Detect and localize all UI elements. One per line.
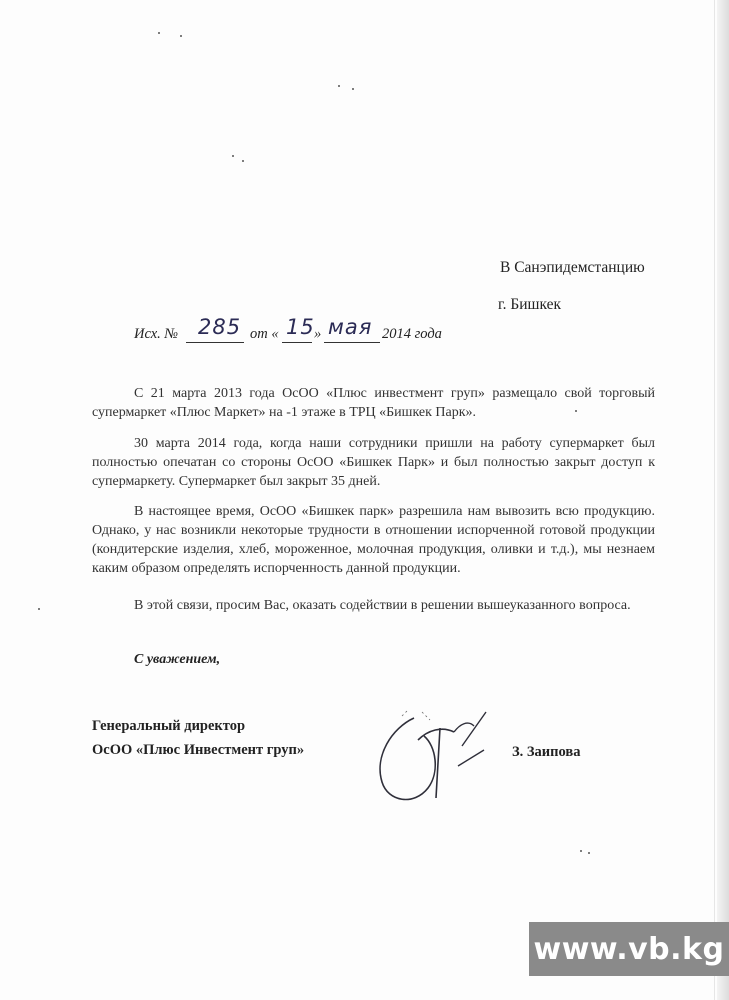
reference-from-label: от « <box>250 326 279 342</box>
addressee-city: г. Бишкек <box>498 296 562 313</box>
page-edge-line <box>714 0 715 1000</box>
paragraph-text: В настоящее время, ОсОО «Бишкек парк» разрешила нам вывозить всю продукцию. Однако, у нас возникли некоторые трудности в отношении испорченной готовой продукции (кондитерские изделия, хлеб, мороженное, молочная продукция, оливки и т.д.), мы незнаем каким образом определять испорченность данной продукции. <box>92 504 655 576</box>
reference-number-underline <box>186 342 244 343</box>
outgoing-reference-line <box>134 315 454 346</box>
reference-year: 2014 года <box>382 326 442 342</box>
scan-speck <box>352 88 354 90</box>
paragraph-text: В этой связи, просим Вас, оказать содействии в решении вышеуказанного вопроса. <box>134 598 631 613</box>
reference-month-underline <box>324 342 380 343</box>
paragraph-text: 30 марта 2014 года, когда наши сотрудники пришли на работу супермаркет был полностью опечатан со стороны ОсОО «Бишкек Парк» и был полностью закрыт доступ к супермаркету. Супермаркет был закрыт 35 дней. <box>92 436 655 489</box>
scan-speck <box>38 608 40 610</box>
body-paragraph-4 <box>92 596 655 615</box>
addressee: В Санэпидемстанцию <box>500 259 645 276</box>
reference-month-handwritten: мая <box>328 315 373 339</box>
scan-speck <box>158 32 160 34</box>
body-paragraph-2 <box>92 434 655 491</box>
signatory-position: Генеральный директор <box>92 718 246 734</box>
reference-day-close: » <box>314 326 322 342</box>
scan-speck <box>180 35 182 37</box>
watermark-badge <box>529 922 729 976</box>
handwritten-signature <box>362 706 502 816</box>
reference-prefix: Исх. № <box>134 326 179 342</box>
body-paragraph-1 <box>92 384 655 422</box>
scan-speck <box>338 85 340 87</box>
scan-speck <box>588 852 590 854</box>
scan-speck <box>580 850 582 852</box>
closing-regards: С уважением, <box>134 652 221 667</box>
scan-speck <box>242 160 244 162</box>
signatory-name: З. Заипова <box>512 744 581 760</box>
page-edge-shadow <box>717 0 729 1000</box>
signatory-title <box>92 714 304 762</box>
watermark-text: www.vb.kg <box>533 931 725 967</box>
reference-day-underline <box>282 342 312 343</box>
paragraph-text: С 21 марта 2013 года ОсОО «Плюс инвестмент груп» размещало свой торговый супермаркет «Плюс Маркет» на -1 этаже в ТРЦ «Бишкек Парк». <box>92 386 655 420</box>
scan-speck <box>232 155 234 157</box>
reference-day-handwritten: 15 <box>286 315 315 339</box>
signatory-company: ОсОО «Плюс Инвестмент груп» <box>92 742 305 758</box>
body-paragraph-3 <box>92 502 655 578</box>
reference-number-handwritten: 285 <box>198 315 242 339</box>
